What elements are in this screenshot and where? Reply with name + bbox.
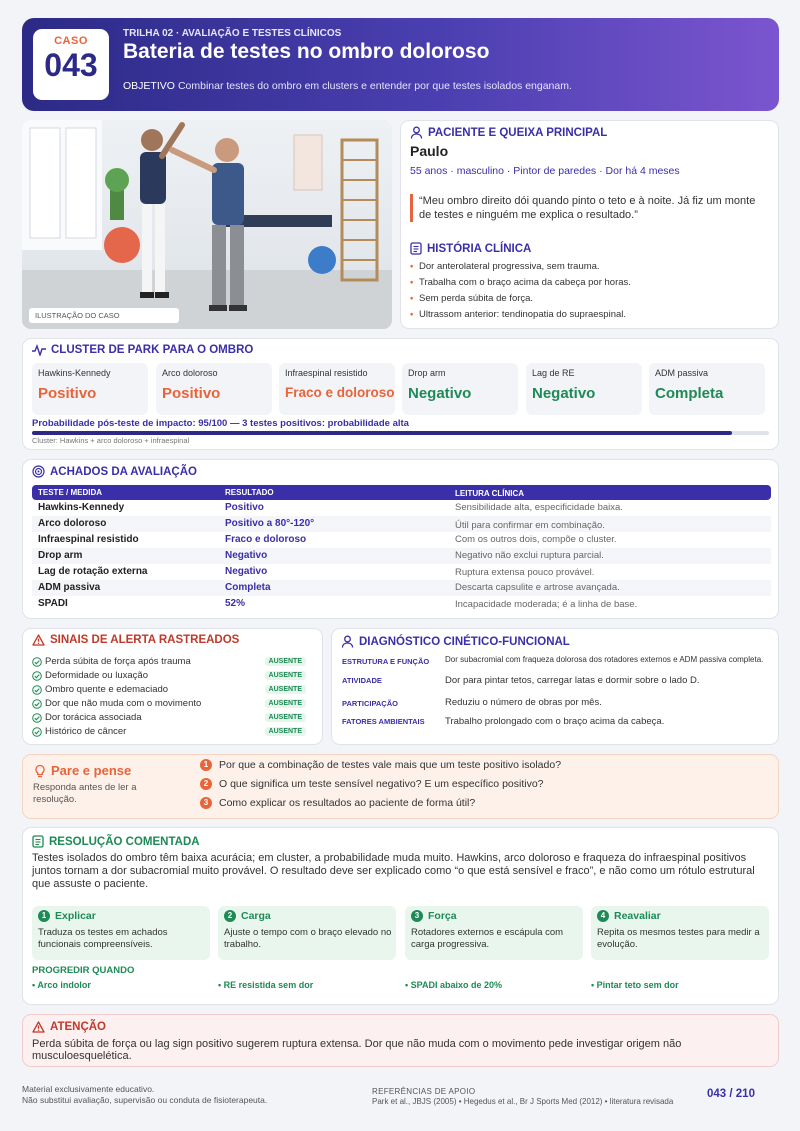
table-cell: SPADI bbox=[38, 598, 68, 609]
footer-disclaimer bbox=[22, 1084, 267, 1106]
footer-references bbox=[372, 1087, 673, 1107]
table-cell: Negativo não exclui ruptura parcial. bbox=[455, 550, 604, 561]
progress-item: • Pintar teto sem dor bbox=[591, 980, 679, 990]
alert-item bbox=[32, 669, 316, 683]
findings-table-header bbox=[32, 485, 771, 500]
cluster-test-value: Positivo bbox=[162, 385, 221, 402]
reflect-subtitle: Responda antes de ler a resolução. bbox=[33, 782, 137, 805]
patient-card bbox=[400, 120, 779, 329]
cluster-test-value: Negativo bbox=[408, 385, 472, 402]
table-cell: Sensibilidade alta, especificidade baixa. bbox=[455, 502, 623, 513]
question-text: Como explicar os resultados ao paciente de forma útil? bbox=[219, 797, 476, 809]
table-row bbox=[32, 532, 771, 548]
check-circle-icon bbox=[32, 671, 42, 681]
findings-section-title bbox=[32, 465, 197, 478]
step-desc: Ajuste o tempo com o braço elevado no trabalho. bbox=[224, 927, 392, 950]
cluster-test bbox=[279, 363, 395, 415]
question-text: Por que a combinação de testes vale mais que um teste positivo isolado? bbox=[219, 759, 562, 771]
disclaimer-line: Material exclusivamente educativo. bbox=[22, 1084, 155, 1094]
findings-section-label: ACHADOS DA AVALIAÇÃO bbox=[50, 465, 197, 478]
step-title bbox=[38, 910, 96, 922]
table-cell: Lag de rotação externa bbox=[38, 566, 148, 577]
diagnosis-section-title bbox=[341, 635, 570, 648]
cluster-test bbox=[402, 363, 518, 415]
case-illustration bbox=[22, 120, 392, 329]
question-text: O que significa um teste sensível negativo? E um específico positivo? bbox=[219, 778, 544, 790]
diagnosis-label: ESTRUTURA E FUNÇÃO bbox=[342, 657, 430, 666]
table-cell: Completa bbox=[225, 582, 271, 593]
alerts-card bbox=[22, 628, 323, 745]
history-item: • Sem perda súbita de força. bbox=[410, 291, 770, 307]
alert-text: Perda súbita de força após trauma bbox=[45, 656, 191, 667]
objective bbox=[123, 80, 572, 92]
findings-card bbox=[22, 459, 779, 619]
cluster-test-value: Positivo bbox=[38, 385, 97, 402]
cluster-test-value: Fraco e doloroso bbox=[285, 385, 395, 400]
step-title bbox=[597, 910, 661, 922]
table-cell: Incapacidade moderada; é a linha de base. bbox=[455, 599, 638, 610]
table-cell: Positivo bbox=[225, 502, 264, 513]
case-badge bbox=[33, 29, 109, 100]
progress-item: • SPADI abaixo de 20% bbox=[405, 980, 502, 990]
table-cell: Negativo bbox=[225, 566, 268, 577]
column-header: TESTE / MEDIDA bbox=[38, 488, 103, 497]
patient-meta: 55 anos · masculino · Pintor de paredes · Dor há 4 meses bbox=[410, 165, 680, 177]
table-row bbox=[32, 548, 771, 564]
status-badge: AUSENTE bbox=[265, 657, 306, 666]
patient-section-title bbox=[410, 126, 607, 139]
step-card bbox=[405, 906, 583, 960]
status-badge: AUSENTE bbox=[265, 727, 306, 736]
diagnosis-value: Reduziu o número de obras por mês. bbox=[445, 697, 602, 708]
cluster-test-label: Drop arm bbox=[408, 368, 446, 378]
step-title-text: Força bbox=[428, 910, 457, 922]
cluster-test-label: Lag de RE bbox=[532, 368, 575, 378]
check-circle-icon bbox=[32, 727, 42, 737]
cluster-test bbox=[526, 363, 642, 415]
document-icon bbox=[410, 242, 422, 255]
check-circle-icon bbox=[32, 713, 42, 723]
diagnosis-value: Dor subacromial com fraqueza dolorosa dos rotadores externos e ADM passiva completa. bbox=[445, 655, 764, 664]
status-badge: AUSENTE bbox=[265, 713, 306, 722]
diagnosis-section-label: DIAGNÓSTICO CINÉTICO-FUNCIONAL bbox=[359, 635, 570, 648]
table-cell: Positivo a 80°-120° bbox=[225, 518, 315, 529]
patient-name: Paulo bbox=[410, 143, 449, 159]
alert-item bbox=[32, 655, 316, 669]
reflect-title bbox=[33, 763, 131, 778]
table-row bbox=[32, 580, 771, 596]
step-desc: Rotadores externos e escápula com carga progressiva. bbox=[411, 927, 564, 950]
table-row bbox=[32, 564, 771, 580]
diagnosis-card bbox=[331, 628, 779, 745]
cluster-section-title bbox=[32, 344, 253, 356]
table-cell: Hawkins-Kennedy bbox=[38, 502, 125, 513]
step-title-text: Explicar bbox=[55, 910, 96, 922]
cluster-section-label: CLUSTER DE PARK PARA O OMBRO bbox=[51, 344, 254, 356]
diagnosis-label: PARTICIPAÇÃO bbox=[342, 699, 398, 708]
page-number: 043 / 210 bbox=[707, 1088, 755, 1100]
history-section-label: HISTÓRIA CLÍNICA bbox=[427, 242, 532, 255]
attention-title-text: ATENÇÃO bbox=[50, 1021, 107, 1033]
warning-icon bbox=[32, 1021, 45, 1033]
cluster-test-label: Hawkins-Kennedy bbox=[38, 368, 111, 378]
question-number: 2 bbox=[200, 778, 212, 790]
table-cell: 52% bbox=[225, 598, 246, 609]
cluster-test-value: Completa bbox=[655, 385, 724, 402]
alert-item bbox=[32, 697, 316, 711]
alert-item bbox=[32, 683, 316, 697]
history-list bbox=[410, 259, 770, 323]
diagnosis-value: Dor para pintar tetos, carregar latas e dormir sobre o lado D. bbox=[445, 675, 700, 686]
patient-section-label: PACIENTE E QUEIXA PRINCIPAL bbox=[428, 126, 608, 139]
probability-bar-fill bbox=[32, 431, 732, 435]
pulse-icon bbox=[32, 344, 46, 356]
history-item: • Ultrassom anterior: tendinopatia do supraespinal. bbox=[410, 307, 770, 323]
cluster-card bbox=[22, 338, 779, 450]
diagnosis-label: FATORES AMBIENTAIS bbox=[342, 717, 425, 726]
status-badge: AUSENTE bbox=[265, 699, 306, 708]
step-title-text: Reavaliar bbox=[614, 910, 661, 922]
question-item bbox=[200, 778, 770, 790]
cluster-test-label: Arco doloroso bbox=[162, 368, 218, 378]
column-header: RESULTADO bbox=[225, 488, 274, 497]
step-number: 3 bbox=[411, 910, 423, 922]
table-cell: Fraco e doloroso bbox=[225, 534, 307, 545]
cluster-test bbox=[156, 363, 272, 415]
table-row bbox=[32, 516, 771, 532]
step-desc: Traduza os testes em achados funcionais compreensíveis. bbox=[38, 927, 168, 950]
case-number: 043 bbox=[44, 47, 98, 83]
question-number: 1 bbox=[200, 759, 212, 771]
user-icon bbox=[410, 126, 423, 139]
trail-label: TRILHA 02 · AVALIAÇÃO E TESTES CLÍNICOS bbox=[123, 28, 342, 39]
alert-text: Histórico de câncer bbox=[45, 726, 127, 737]
cluster-test bbox=[649, 363, 765, 415]
cluster-test-label: Infraespinal resistido bbox=[285, 368, 368, 378]
user-icon bbox=[341, 635, 354, 648]
resolution-section-title bbox=[32, 835, 200, 848]
question-item bbox=[200, 797, 770, 809]
warning-icon bbox=[32, 634, 45, 646]
document-icon bbox=[32, 835, 44, 848]
disclaimer-line: Não substitui avaliação, supervisão ou conduta de fisioterapeuta. bbox=[22, 1095, 268, 1105]
alerts-section-label: SINAIS DE ALERTA RASTREADOS bbox=[50, 634, 240, 646]
references-title: REFERÊNCIAS DE APOIO bbox=[372, 1087, 476, 1096]
step-number: 2 bbox=[224, 910, 236, 922]
table-row bbox=[32, 596, 771, 612]
cluster-note: Cluster: Hawkins + arco doloroso + infraespinal bbox=[32, 436, 190, 445]
progress-item: • Arco indolor bbox=[32, 980, 91, 990]
alert-text: Dor que não muda com o movimento bbox=[45, 698, 202, 709]
lightbulb-icon bbox=[33, 764, 47, 778]
step-desc: Repita os mesmos testes para medir a evolução. bbox=[597, 927, 760, 950]
page-title: Bateria de testes no ombro doloroso bbox=[123, 40, 490, 63]
alert-item bbox=[32, 725, 316, 739]
step-card bbox=[32, 906, 210, 960]
table-cell: Negativo bbox=[225, 550, 268, 561]
cluster-test-label: ADM passiva bbox=[655, 368, 709, 378]
step-number: 1 bbox=[38, 910, 50, 922]
status-badge: AUSENTE bbox=[265, 671, 306, 680]
table-cell: Descarta capsulite e artrose avançada. bbox=[455, 582, 620, 593]
table-cell: Útil para confirmar em combinação. bbox=[455, 520, 605, 531]
table-row bbox=[32, 500, 771, 516]
step-title bbox=[411, 910, 457, 922]
step-title bbox=[224, 910, 271, 922]
status-badge: AUSENTE bbox=[265, 685, 306, 694]
table-cell: Ruptura extensa pouco provável. bbox=[455, 567, 595, 578]
resolution-section-label: RESOLUÇÃO COMENTADA bbox=[49, 835, 200, 848]
progress-title: PROGREDIR QUANDO bbox=[32, 965, 135, 976]
patient-quote: “Meu ombro direito dói quando pinto o teto e à noite. Já fiz um monte de testes e ninguém me explica o resultado.” bbox=[410, 194, 765, 222]
column-header: LEITURA CLÍNICA bbox=[455, 489, 525, 498]
table-cell: Drop arm bbox=[38, 550, 83, 561]
diagnosis-value: Trabalho prolongado com o braço acima da cabeça. bbox=[445, 716, 665, 727]
attention-card bbox=[22, 1014, 779, 1067]
cluster-test-value: Negativo bbox=[532, 385, 596, 402]
resolution-card bbox=[22, 827, 779, 1005]
check-circle-icon bbox=[32, 699, 42, 709]
resolution-text: Testes isolados do ombro têm baixa acurácia; em cluster, a probabilidade muda muito. Hawkins, arco doloroso e fraqueza do infraespinal positivos juntos tornam a dor subacromial muito provável. O resultado deve ser explicado como “o que está sensível e fraco”, e não como um rótulo estrutural que assuste o paciente. bbox=[32, 852, 755, 890]
clinic-scene-image bbox=[22, 120, 392, 329]
question-number: 3 bbox=[200, 797, 212, 809]
diagnosis-label: ATIVIDADE bbox=[342, 676, 382, 685]
table-cell: Infraespinal resistido bbox=[38, 534, 139, 545]
objective-label: OBJETIVO bbox=[123, 80, 175, 92]
table-cell: ADM passiva bbox=[38, 582, 101, 593]
step-number: 4 bbox=[597, 910, 609, 922]
references-text: Park et al., JBJS (2005) • Hegedus et al., Br J Sports Med (2012) • literatura revisada bbox=[372, 1097, 674, 1106]
question-item bbox=[200, 759, 770, 771]
alert-item bbox=[32, 711, 316, 725]
target-icon bbox=[32, 465, 45, 478]
attention-text: Perda súbita de força ou lag sign positivo sugerem ruptura extensa. Dor que não muda com o movimento pede investigar origem não musculoesquelética. bbox=[32, 1038, 682, 1062]
alert-text: Deformidade ou luxação bbox=[45, 670, 148, 681]
probability-bar bbox=[32, 431, 769, 435]
step-card bbox=[218, 906, 396, 960]
table-cell: Arco doloroso bbox=[38, 518, 107, 529]
alerts-section-title bbox=[32, 634, 239, 646]
cluster-test bbox=[32, 363, 148, 415]
attention-title bbox=[32, 1021, 106, 1033]
check-circle-icon bbox=[32, 657, 42, 667]
history-section-title bbox=[410, 242, 531, 255]
check-circle-icon bbox=[32, 685, 42, 695]
alert-text: Dor torácica associada bbox=[45, 712, 142, 723]
history-item: • Dor anterolateral progressiva, sem trauma. bbox=[410, 259, 770, 275]
alert-text: Ombro quente e edemaciado bbox=[45, 684, 169, 695]
history-item: • Trabalha com o braço acima da cabeça por horas. bbox=[410, 275, 770, 291]
progress-item: • RE resistida sem dor bbox=[218, 980, 313, 990]
step-title-text: Carga bbox=[241, 910, 271, 922]
reflect-card bbox=[22, 754, 779, 819]
case-header bbox=[22, 18, 779, 111]
case-label: CASO bbox=[54, 35, 88, 47]
reflect-title-text: Pare e pense bbox=[51, 763, 132, 778]
objective-text: Combinar testes do ombro em clusters e entender por que testes isolados enganam. bbox=[177, 80, 572, 92]
photo-caption: ILUSTRAÇÃO DO CASO bbox=[29, 308, 179, 323]
probability-text: Probabilidade pós-teste de impacto: 95/100 — 3 testes positivos: probabilidade alta bbox=[32, 418, 409, 429]
step-card bbox=[591, 906, 769, 960]
table-cell: Com os outros dois, compõe o cluster. bbox=[455, 534, 617, 545]
